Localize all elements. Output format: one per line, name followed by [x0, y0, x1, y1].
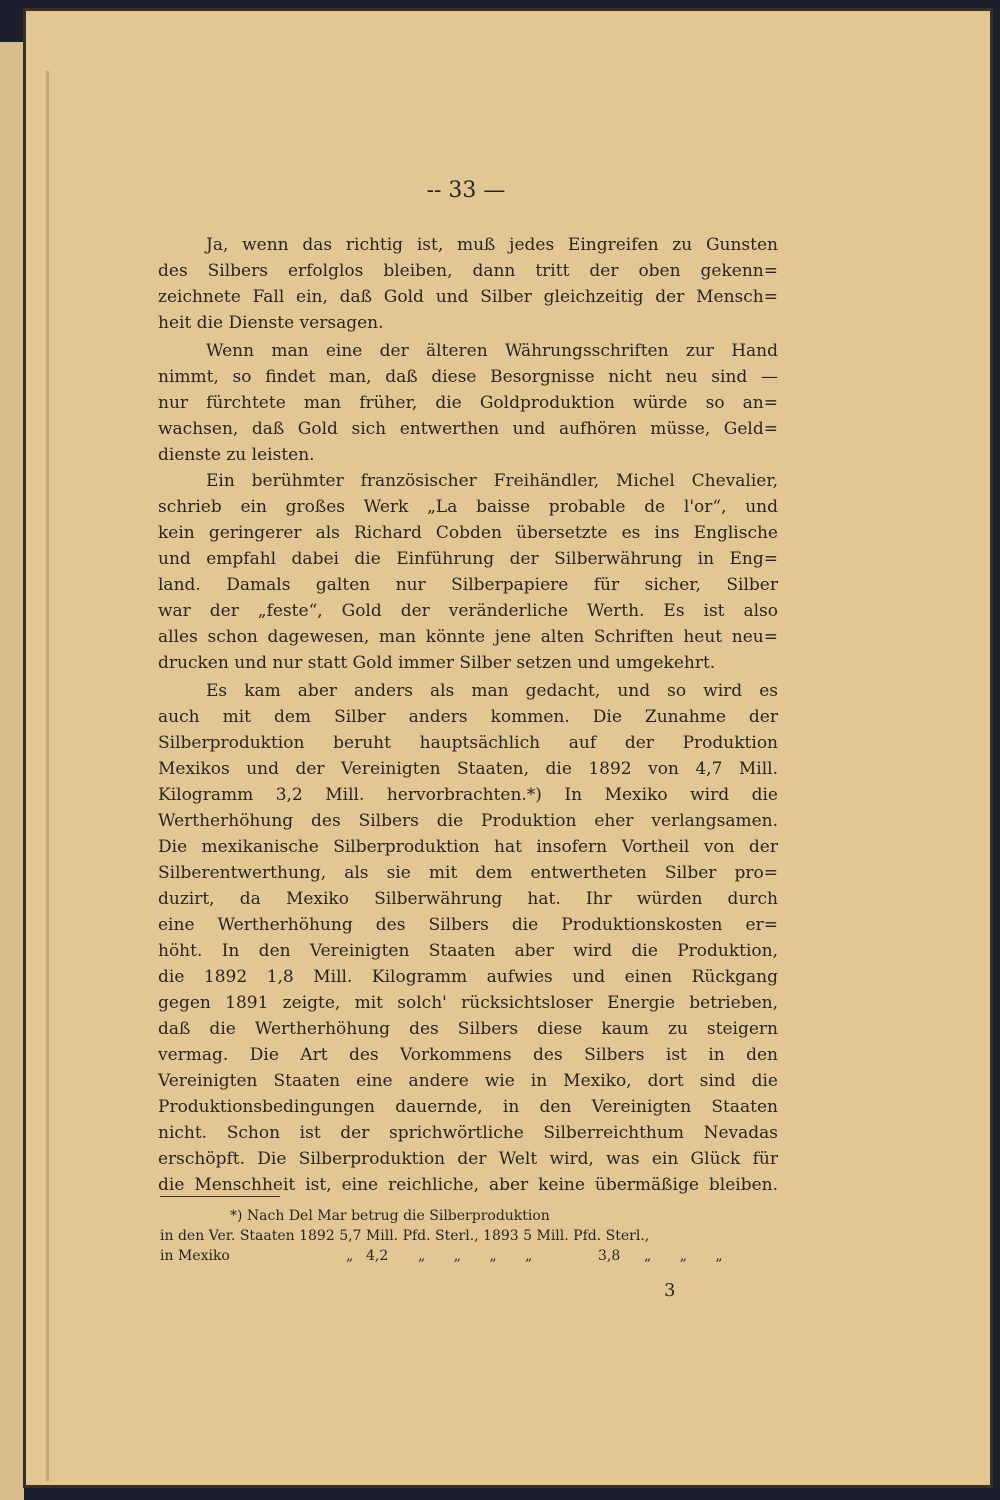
body-text-line: war der „feste“, Gold der veränderliche Werth. Es ist also	[158, 601, 778, 621]
body-text-line: alles schon dagewesen, man könnte jene alten Schriften heut neu=	[158, 627, 778, 647]
body-text-line: land. Damals galten nur Silberpapiere für sicher, Silber	[158, 575, 778, 595]
previous-page-edge	[0, 42, 24, 1500]
page-gutter-shadow	[46, 71, 49, 1481]
body-text-line: Kilogramm 3,2 Mill. hervorbrachten.*) In Mexiko wird die	[158, 785, 778, 805]
body-text-line: gegen 1891 zeigte, mit solch' rücksichtsloser Energie betrieben,	[158, 993, 778, 1013]
page-number: -- 33 —	[426, 178, 506, 203]
footnote-line: *) Nach Del Mar betrug die Silberproduktion	[230, 1208, 550, 1224]
body-text-line: heit die Dienste versagen.	[158, 313, 384, 333]
body-text-line: nimmt, so findet man, daß diese Besorgnisse nicht neu sind —	[158, 367, 778, 387]
body-text-line: des Silbers erfolglos bleiben, dann tritt der oben gekenn=	[158, 261, 778, 281]
body-text-line: Ein berühmter französischer Freihändler, Michel Chevalier,	[206, 471, 778, 491]
body-text-line: Es kam aber anders als man gedacht, und so wird es	[206, 681, 778, 701]
body-text-line: die 1892 1,8 Mill. Kilogramm aufwies und einen Rückgang	[158, 967, 778, 987]
body-text-line: schrieb ein großes Werk „La baisse probable de l'or“, und	[158, 497, 778, 517]
body-text-line: vermag. Die Art des Vorkommens des Silbers ist in den	[158, 1045, 778, 1065]
body-text-line: und empfahl dabei die Einführung der Silberwährung in Eng=	[158, 549, 778, 569]
body-text-line: nicht. Schon ist der sprichwörtliche Silberreichthum Nevadas	[158, 1123, 778, 1143]
body-text-line: die Menschheit ist, eine reichliche, aber keine übermäßige bleiben.	[158, 1175, 778, 1195]
ditto-mark: „	[346, 1248, 354, 1264]
body-text-line: duzirt, da Mexiko Silberwährung hat. Ihr würden durch	[158, 889, 778, 909]
footnote-value: 4,2	[366, 1248, 389, 1264]
footnote-divider	[160, 1196, 280, 1197]
ditto-mark: „ „ „	[644, 1248, 723, 1264]
ditto-mark: „ „ „ „	[418, 1248, 533, 1264]
body-text-line: erschöpft. Die Silberproduktion der Welt wird, was ein Glück für	[158, 1149, 778, 1169]
body-text-line: Wertherhöhung des Silbers die Produktion eher verlangsamen.	[158, 811, 778, 831]
footnote-line-label: in Mexiko	[160, 1248, 230, 1264]
body-text-line: eine Wertherhöhung des Silbers die Produktionskosten er=	[158, 915, 778, 935]
footnote-line: in den Ver. Staaten 1892 5,7 Mill. Pfd. Sterl., 1893 5 Mill. Pfd. Sterl.,	[160, 1228, 650, 1244]
body-text-line: kein geringerer als Richard Cobden übersetzte es ins Englische	[158, 523, 778, 543]
body-text-line: Produktionsbedingungen dauernde, in den Vereinigten Staaten	[158, 1097, 778, 1117]
printer-signature-mark: 3	[664, 1280, 676, 1301]
body-text-line: daß die Wertherhöhung des Silbers diese kaum zu steigern	[158, 1019, 778, 1039]
body-text-line: drucken und nur statt Gold immer Silber setzen und umgekehrt.	[158, 653, 716, 673]
body-text-line: auch mit dem Silber anders kommen. Die Zunahme der	[158, 707, 778, 727]
body-text-line: Die mexikanische Silberproduktion hat insofern Vortheil von der	[158, 837, 778, 857]
body-text-line: dienste zu leisten.	[158, 445, 315, 465]
body-text-line: Mexikos und der Vereinigten Staaten, die 1892 von 4,7 Mill.	[158, 759, 778, 779]
body-text-line: Silberproduktion beruht hauptsächlich auf der Produktion	[158, 733, 778, 753]
body-text-line: Wenn man eine der älteren Währungsschriften zur Hand	[206, 341, 778, 361]
body-text-line: nur fürchtete man früher, die Goldproduktion würde so an=	[158, 393, 778, 413]
body-text-line: Silberentwerthung, als sie mit dem entwertheten Silber pro=	[158, 863, 778, 883]
footnote-value: 3,8	[598, 1248, 621, 1264]
body-text-line: höht. In den Vereinigten Staaten aber wird die Produktion,	[158, 941, 778, 961]
body-text-line: Vereinigten Staaten eine andere wie in Mexiko, dort sind die	[158, 1071, 778, 1091]
body-text-line: Ja, wenn das richtig ist, muß jedes Eingreifen zu Gunsten	[206, 235, 778, 255]
body-text-line: wachsen, daß Gold sich entwerthen und aufhören müsse, Geld=	[158, 419, 778, 439]
body-text-line: zeichnete Fall ein, daß Gold und Silber gleichzeitig der Mensch=	[158, 287, 778, 307]
